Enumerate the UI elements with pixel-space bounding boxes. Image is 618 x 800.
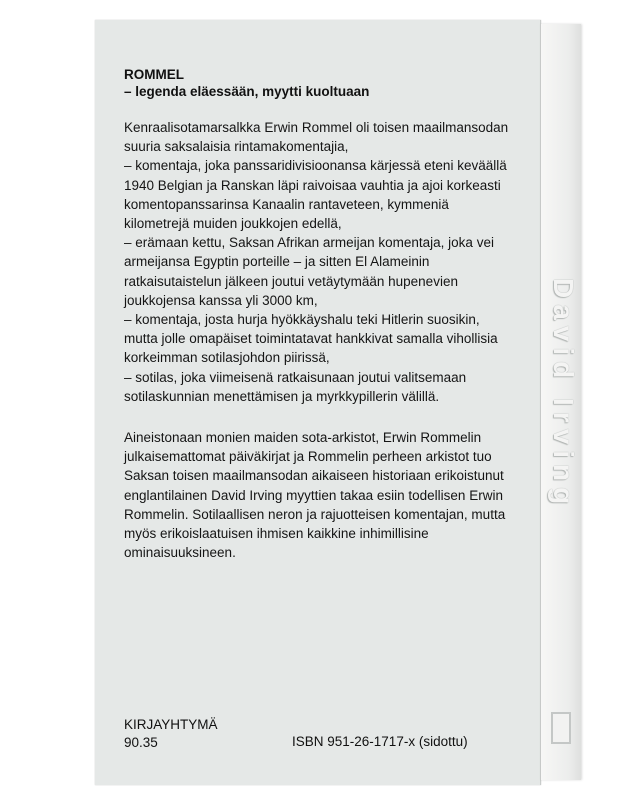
- spine-author: David Irving: [548, 277, 579, 511]
- blurb: [124, 118, 511, 562]
- publisher-name: KIRJAYHTYMÄ: [124, 717, 218, 732]
- blurb-point: – erämaan kettu, Saksan Afrikan armeijan komentaja, joka vei armeijansa Egyptin porteille – ja sitten El Alameinin ratkaisutaistelun jälkeen joutui vetäytymään hupenevien joukkojensa kanssa yli 3000 km,: [124, 235, 494, 308]
- blurb-point: – sotilas, joka viimeisenä ratkaisunaan joutui valitsemaan sotilaskunnian menettämisen ja myrkkypillerin välillä.: [124, 369, 467, 404]
- book-title: ROMMEL: [124, 67, 184, 82]
- blurb-closing: Aineistonaan monien maiden sota-arkistot, Erwin Rommelin julkaisemattomat päiväkirjat ja Rommelin perheen arkistot tuo Saksan toisen maailmansodan aikaiseen historiaan erikoistunut englantilainen David Irving myyttien takaa esiin todellisen Erwin Rommelin. Sotilaallisen neron ja rajuotteisen komentajan, mutta myös erikoislaatuisen ihmisen kaikkine inhimillisine ominaisuuksineen.: [124, 430, 506, 561]
- class-code: 90.35: [124, 735, 158, 750]
- isbn: ISBN 951-26-1717-x (sidottu): [292, 734, 468, 749]
- book-spine: [540, 24, 581, 780]
- book-subtitle: – legenda eläessään, myytti kuoltuaan: [124, 84, 370, 99]
- blurb-point: – komentaja, josta hurja hyökkäyshalu teki Hitlerin suosikin, mutta jolle omapäiset toimintatavat hankkivat samalla vihollisia korkeimman sotilasjohdon piirissä,: [124, 312, 498, 366]
- spine-publisher-logo-icon: [551, 712, 571, 744]
- blurb-point: – komentaja, joka panssaridivisioonansa kärjessä eteni keväällä 1940 Belgian ja Ranskan läpi raivoisaa vauhtia ja ajoi korkeasti komentopanssarinsa Kanaalin rantaveteen, kymmeniä kilometrejä muiden joukkojen edellä,: [124, 158, 507, 232]
- publisher-block: [124, 716, 218, 752]
- blurb-intro: Kenraalisotamarsalkka Erwin Rommel oli toisen maailmansodan suuria saksalaisia rintamakomentajia,: [124, 120, 509, 155]
